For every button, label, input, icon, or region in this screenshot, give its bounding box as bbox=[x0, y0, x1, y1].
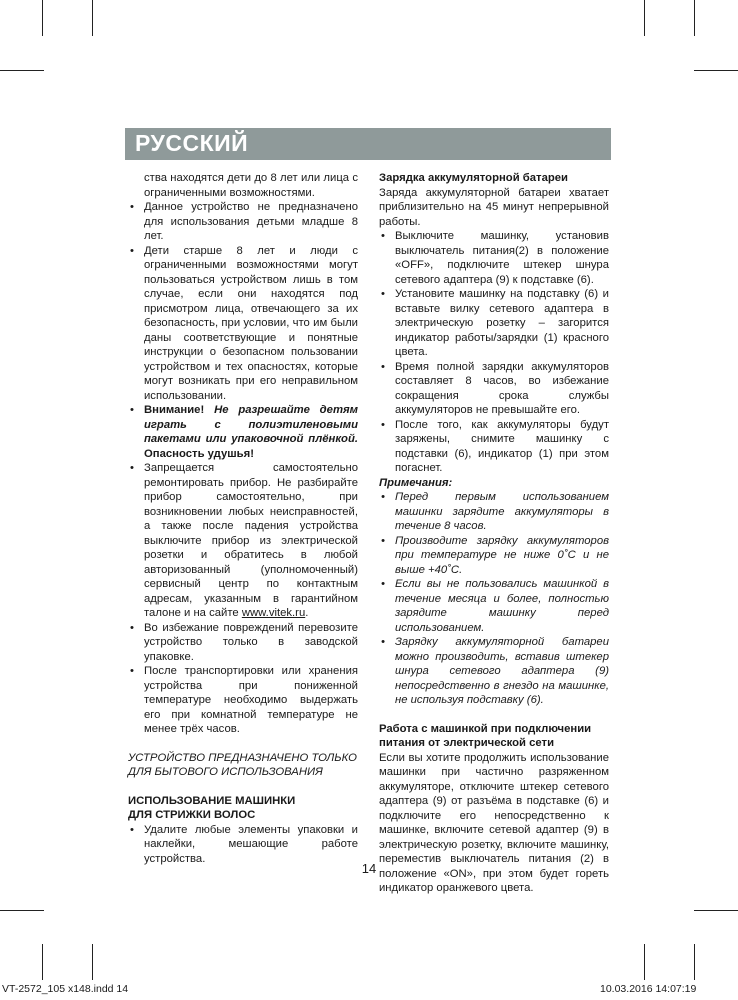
bullet-icon: • bbox=[381, 491, 385, 503]
list-item: • Производите зарядку аккумуляторов при температуре не ниже 0˚C и не выше +40˚C. bbox=[381, 534, 609, 576]
list-item: • Запрещается самостоятельно ремонтировать прибор. Не разбирайте прибор самостоятельно, при возникновении любых неисправностей, а также после падения устройства выключите прибор из электрической розетки и обратитесь в любой авторизованный (уполномоченный) сервисный центр по контактным адресам, указанным в гарантийном талоне и на сайте www.vitek.ru. bbox=[130, 462, 358, 619]
bullet-icon: • bbox=[381, 636, 385, 648]
crop-mark-bottom-left-v bbox=[42, 944, 43, 980]
list-item: • Выключите машинку, установив выключатель питания(2) в положение «OFF», подключите штекер шнура сетевого адаптера (9) к подставке (6). bbox=[381, 230, 609, 286]
list-item: • Перед первым использованием машинки зарядите аккумуляторы в течение 8 часов. bbox=[381, 491, 609, 532]
left-column bbox=[128, 171, 358, 866]
bullet-icon: • bbox=[381, 534, 385, 547]
crop-mark-bottom-left-v2 bbox=[92, 944, 93, 980]
bullet-icon: • bbox=[130, 244, 134, 257]
crop-mark-top-right-h bbox=[694, 70, 738, 71]
charging-heading: Зарядка аккумуляторной батареи bbox=[379, 172, 568, 184]
crop-mark-bottom-right-h bbox=[694, 910, 738, 911]
list-item: • Зарядку аккумуляторной батареи можно производить, вставив штекер шнура сетевого адаптера (9) непосредственно в гнездо на машинке, не используя подставку (6). bbox=[381, 636, 609, 706]
language-title: РУССКИЙ bbox=[135, 130, 249, 156]
crop-mark-top-left-v2 bbox=[92, 0, 93, 36]
mains-heading: Работа с машинкой при подключении питания от электрической сети bbox=[379, 722, 592, 749]
bullet-icon: • bbox=[130, 201, 134, 213]
list-item: • Во избежание повреждений перевозите устройство только в заводской упаковке. bbox=[130, 621, 358, 663]
spacer bbox=[379, 708, 609, 722]
page-number: 14 bbox=[361, 861, 377, 876]
crop-mark-bottom-left-h bbox=[0, 910, 44, 911]
right-column bbox=[379, 171, 609, 896]
website-link[interactable]: www.vitek.ru bbox=[241, 607, 306, 619]
bullet-icon: • bbox=[381, 230, 385, 242]
list-item: • Если вы не пользовались машинкой в течение месяца и более, полностью зарядите машинку перед использованием. bbox=[381, 578, 609, 634]
crop-mark-bottom-right-v2 bbox=[694, 944, 695, 980]
bullet-icon: • bbox=[130, 462, 134, 474]
crop-mark-top-right-v2 bbox=[694, 0, 695, 36]
list-item: • Установите машинку на подставку (6) и вставьте вилку сетевого адаптера в электрическую розетку – загорится индикатор работы/зарядки (1) красного цвета. bbox=[381, 288, 609, 358]
household-note: УСТРОЙСТВО ПРЕДНАЗНАЧЕНО ТОЛЬКО ДЛЯ БЫТОВОГО ИСПОЛЬЗОВАНИЯ bbox=[128, 751, 357, 778]
crop-mark-top-left-h bbox=[0, 70, 44, 71]
warning-label: Внимание! bbox=[144, 404, 205, 416]
mains-text: Если вы хотите продолжить использование машинки при частично разряженном аккумуляторе, отключите штекер сетевого адаптера (9) от разъёма в подставке (6) и подключите его непосредственно к машинке, включите сетевой адаптер (9) в электрическую розетку, включите машинку, переместив выключатель питания (2) в положение «ON», при этом будет гореть индикатор оранжевого цвета. bbox=[379, 751, 609, 894]
warning-danger: Опасность удушья! bbox=[144, 447, 254, 460]
spacer bbox=[128, 737, 358, 751]
list-item: • После того, как аккумуляторы будут заряжены, снимите машинку с подставки (6), индикатор (1) при этом погаснет. bbox=[381, 418, 609, 474]
bullet-icon: • bbox=[381, 578, 385, 590]
charging-intro: Заряда аккумуляторной батареи хватает приблизительно на 45 минут непрерывной работы. bbox=[379, 186, 609, 228]
bullet-icon: • bbox=[381, 360, 385, 373]
list-item: • Данное устройство не предназначено для использования детьми младше 8 лет. bbox=[130, 201, 358, 242]
charging-list bbox=[379, 229, 609, 476]
notes-heading: Примечания: bbox=[379, 476, 453, 489]
list-item: • Время полной зарядки аккумуляторов составляет 8 часов, во избежание сокращения срока службы аккумуляторов не превышайте его. bbox=[381, 360, 609, 416]
bullet-icon: • bbox=[381, 418, 385, 431]
crop-mark-top-right-v bbox=[644, 0, 645, 36]
spacer bbox=[128, 780, 358, 794]
list-item: • После транспортировки или хранения устройства при пониженной температуре необходимо выдержать его при комнатной температуре не менее трёх часов. bbox=[130, 665, 358, 735]
crop-mark-top-left-v bbox=[42, 0, 43, 36]
crop-mark-bottom-right-v bbox=[644, 944, 645, 980]
footer-file-info: VT-2572_105 x148.indd 14 bbox=[2, 983, 129, 995]
list-item: • Дети старше 8 лет и люди с ограниченными возможностями могут пользоваться устройством лишь в том случае, если они находятся под присмотром лица, отвечающего за их безопасность, при условии, что им были даны соответствующие и понятные инструкции о безопасном пользовании устройством и тех опасностях, которые могут возникать при его неправильном использовании. bbox=[130, 244, 358, 402]
section-heading-usage: ИСПОЛЬЗОВАНИЕ МАШИНКИ ДЛЯ СТРИЖКИ ВОЛОС bbox=[128, 794, 296, 821]
safety-list bbox=[128, 200, 358, 737]
footer-timestamp: 10.03.2016 14:07:19 bbox=[600, 983, 697, 995]
bullet-icon: • bbox=[130, 621, 134, 634]
warning-text: Не разрешайте детям играть с полиэтиленовыми пакетами или упаковочной плёнкой. bbox=[144, 404, 359, 445]
usage-list bbox=[128, 823, 358, 867]
bullet-icon: • bbox=[381, 288, 385, 300]
warning-item bbox=[128, 403, 358, 461]
list-item: • Удалите любые элементы упаковки и наклейки, мешающие работе устройства. bbox=[130, 823, 358, 865]
bullet-icon: • bbox=[130, 404, 134, 416]
notes-list bbox=[379, 490, 609, 708]
language-header-band bbox=[125, 128, 611, 160]
bullet-icon: • bbox=[130, 665, 134, 677]
intro-continuation: ства находятся дети до 8 лет или лица с ограниченными возможностями. bbox=[144, 172, 358, 199]
bullet-icon: • bbox=[130, 823, 134, 836]
